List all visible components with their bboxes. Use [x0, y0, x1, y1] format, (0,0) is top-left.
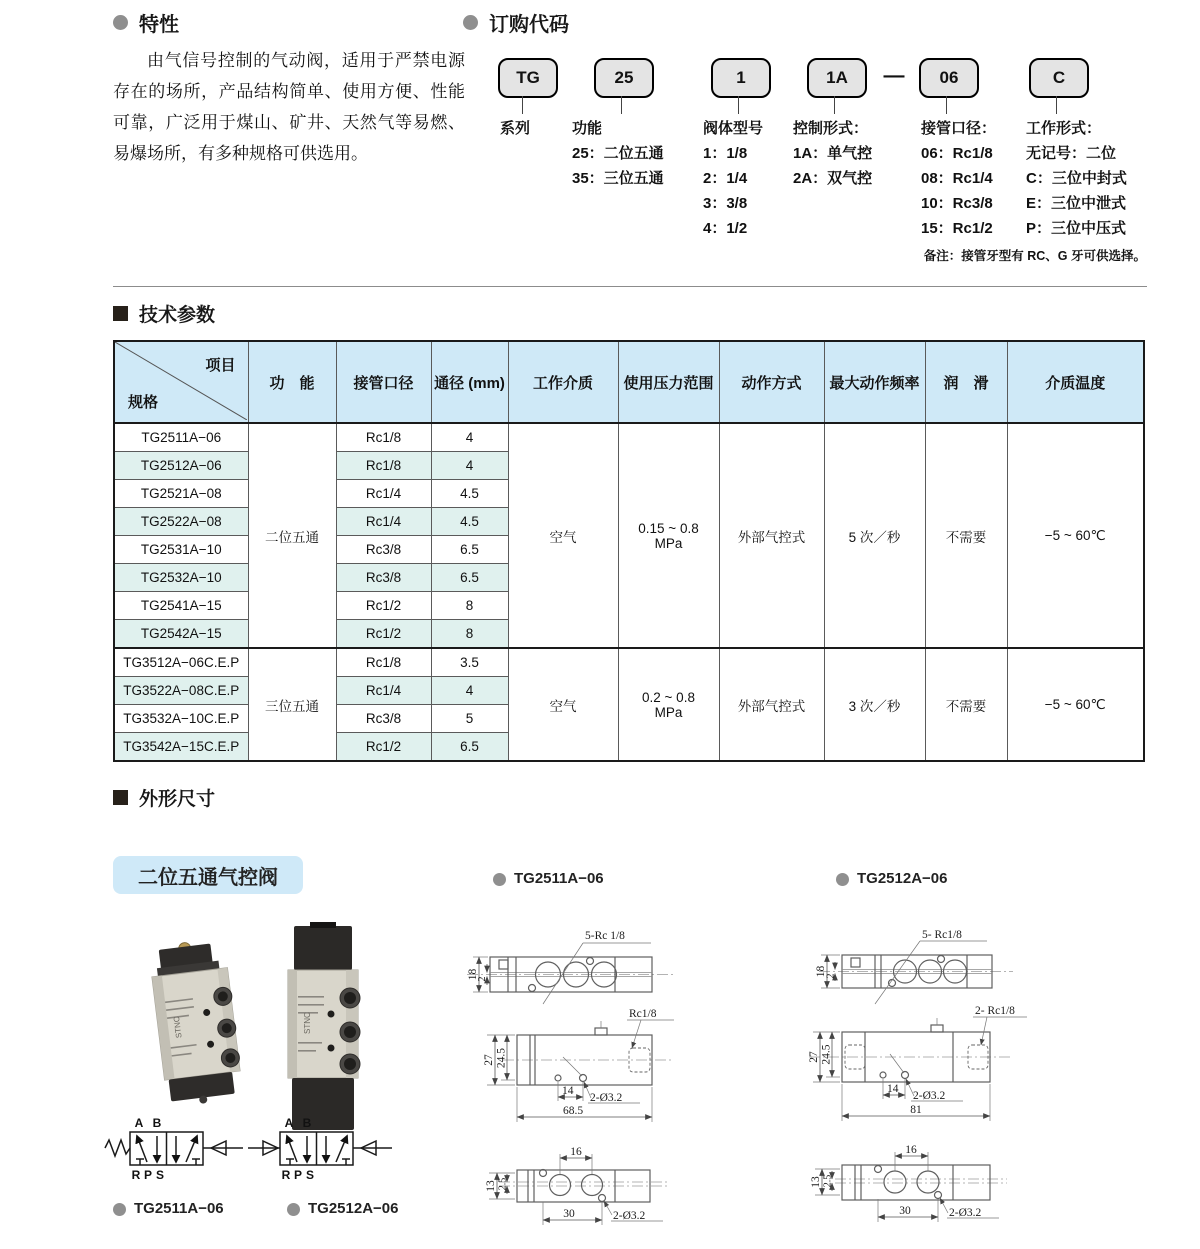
frequency-cell: 5 次／秒	[824, 423, 925, 648]
square-bullet-icon	[113, 790, 128, 805]
header-temp: 介质温度	[1007, 341, 1144, 423]
pneumatic-symbol-tg2512a	[240, 1112, 430, 1192]
features-header	[113, 8, 465, 37]
product-photo-tg2511a	[120, 940, 270, 1108]
bullet-icon	[463, 15, 478, 30]
dim-18: 18	[815, 965, 827, 978]
temp-cell: −5 ~ 60℃	[1007, 423, 1144, 648]
ordering-col-body: 阀体型号 1：1/8 2：1/4 3：3/8 4：1/2	[703, 120, 764, 237]
port-s-label: S	[155, 1168, 165, 1182]
model-cell: TG2522A−08	[114, 508, 248, 536]
dim-2: 2	[477, 976, 488, 982]
dim-13: 13	[810, 1176, 822, 1188]
connector-line	[834, 96, 835, 114]
header-lube: 润 滑	[925, 341, 1007, 423]
bore-cell: 3.5	[431, 648, 508, 677]
bore-cell: 4.5	[431, 508, 508, 536]
model-cell: TG2542A−15	[114, 620, 248, 649]
port-cell: Rc1/4	[336, 508, 431, 536]
table-row	[114, 648, 1144, 677]
brand-text: STNC	[171, 1015, 184, 1039]
pressure-cell: 0.15 ~ 0.8 MPa	[618, 423, 719, 648]
dim-16: 16	[570, 1146, 582, 1158]
model-cell: TG3522A−08C.E.P	[114, 677, 248, 705]
lube-cell: 不需要	[925, 423, 1007, 648]
bore-cell: 5	[431, 705, 508, 733]
features-body: 由气信号控制的气动阀，适用于严禁电源存在的场所，产品结构简单、使用方便、性能可靠，广泛用于煤山、矿井、天然气等易燃、易爆场所，有多种规格可供选用。	[113, 51, 465, 163]
action-cell: 外部气控式	[719, 423, 824, 648]
dim-27: 27	[808, 1051, 820, 1063]
dim-30: 30	[899, 1205, 911, 1217]
dim-14: 14	[887, 1083, 899, 1095]
dim-27: 27	[483, 1054, 495, 1066]
connector-line	[522, 96, 523, 114]
ordering-header	[463, 8, 569, 37]
medium-cell: 空气	[508, 423, 618, 648]
header-medium: 工作介质	[508, 341, 618, 423]
bore-cell: 4	[431, 677, 508, 705]
dim-18: 18	[467, 968, 479, 981]
model-cell: TG2541A−15	[114, 592, 248, 620]
bore-cell: 4	[431, 452, 508, 480]
bore-cell: 8	[431, 620, 508, 649]
divider	[113, 286, 1147, 287]
note-5rc18: 5- Rc1/8	[922, 929, 962, 941]
ordering-col-function: 功能 25：二位五通 35：三位五通	[572, 120, 664, 187]
model-cell: TG2531A−10	[114, 536, 248, 564]
port-cell: Rc1/2	[336, 733, 431, 762]
dims-title: 外形尺寸	[139, 789, 216, 810]
code-dash: —	[883, 64, 905, 87]
port-cell: Rc1/2	[336, 592, 431, 620]
bore-cell: 8	[431, 592, 508, 620]
action-cell: 外部气控式	[719, 648, 824, 761]
drawing-tg2511a-06	[455, 918, 810, 1248]
connector-line	[1056, 96, 1057, 114]
medium-cell: 空气	[508, 648, 618, 761]
pressure-cell: 0.2 ~ 0.8 MPa	[618, 648, 719, 761]
drawing-tg2512a-06	[795, 918, 1155, 1248]
dim-81: 81	[910, 1104, 922, 1116]
header-action: 动作方式	[719, 341, 824, 423]
port-cell: Rc3/8	[336, 536, 431, 564]
dims-header	[113, 784, 215, 811]
code-box-work: C	[1029, 58, 1089, 98]
ordering-note: 备注：接管牙型有 RC、G 牙可供选择。	[923, 249, 1146, 263]
model-cell: TG3512A−06C.E.P	[114, 648, 248, 677]
model-cell: TG2532A−10	[114, 564, 248, 592]
note-2rc18: 2- Rc1/8	[975, 1005, 1015, 1017]
note-2dia32: 2-Ø3.2	[913, 1090, 946, 1102]
dim-2-5: 2.5	[497, 1177, 509, 1191]
bore-cell: 6.5	[431, 733, 508, 762]
note-2dia32: 2-Ø3.2	[613, 1210, 646, 1222]
code-box-port: 06	[919, 58, 979, 98]
features-title: 特性	[139, 14, 179, 36]
lube-cell: 不需要	[925, 648, 1007, 761]
bullet-icon	[287, 1203, 300, 1216]
dim-30: 30	[563, 1208, 575, 1220]
bullet-icon	[493, 873, 506, 886]
port-cell: Rc3/8	[336, 564, 431, 592]
drawing-label-tg2511a: TG2511A−06	[514, 870, 604, 887]
dim-2: 2	[825, 973, 837, 979]
valve-type-tab: 二位五通气控阀	[113, 856, 303, 894]
symbol-label-tg2512a: TG2512A−06	[308, 1200, 399, 1217]
function-cell: 二位五通	[248, 423, 336, 648]
port-p-label: P	[143, 1168, 153, 1182]
header-function: 功 能	[248, 341, 336, 423]
port-cell: Rc1/8	[336, 648, 431, 677]
drawing-label-tg2512a: TG2512A−06	[857, 870, 948, 887]
ordering-title: 订购代码	[489, 14, 569, 36]
model-cell: TG3532A−10C.E.P	[114, 705, 248, 733]
model-cell: TG2521A−08	[114, 480, 248, 508]
header-port: 接管口径	[336, 341, 431, 423]
ordering-col-series: 系列	[500, 120, 531, 137]
ordering-col-work: 工作形式： 无记号：二位 C：三位中封式 E：三位中泄式 P：三位中压式	[1026, 120, 1127, 237]
bore-cell: 6.5	[431, 536, 508, 564]
port-cell: Rc1/8	[336, 452, 431, 480]
function-cell: 三位五通	[248, 648, 336, 761]
port-cell: Rc1/8	[336, 423, 431, 452]
table-row	[114, 423, 1144, 452]
tech-header	[113, 300, 215, 327]
frequency-cell: 3 次／秒	[824, 648, 925, 761]
bullet-icon	[836, 873, 849, 886]
square-bullet-icon	[113, 306, 128, 321]
note-2dia32: 2-Ø3.2	[590, 1092, 623, 1104]
connector-line	[738, 96, 739, 114]
features-section	[113, 8, 465, 169]
header-bore: 通径 (mm)	[431, 341, 508, 423]
pneumatic-symbol-tg2511a	[95, 1112, 255, 1192]
dim-16: 16	[905, 1144, 917, 1156]
port-cell: Rc1/2	[336, 620, 431, 649]
dim-24-5: 24.5	[495, 1047, 508, 1069]
port-a-label: A	[284, 1116, 294, 1130]
connector-line	[946, 96, 947, 114]
dim-2-5: 2.5	[822, 1174, 834, 1188]
tech-table	[113, 340, 1145, 762]
port-r-label: R	[131, 1168, 141, 1182]
bore-cell: 4.5	[431, 480, 508, 508]
model-cell: TG2511A−06	[114, 423, 248, 452]
model-cell: TG2512A−06	[114, 452, 248, 480]
dim-68-5: 68.5	[562, 1105, 584, 1117]
brand-text: STNC	[303, 1012, 312, 1034]
code-box-body: 1	[711, 58, 771, 98]
header-pressure: 使用压力范围	[618, 341, 719, 423]
code-box-control: 1A	[807, 58, 867, 98]
bullet-icon	[113, 15, 128, 30]
port-b-label: B	[302, 1116, 312, 1130]
ordering-col-control: 控制形式： 1A：单气控 2A：双气控	[793, 120, 873, 187]
dim-14: 14	[562, 1085, 574, 1097]
header-frequency: 最大动作频率	[824, 341, 925, 423]
connector-line	[621, 96, 622, 114]
corner-header-cell: 项目 规格	[114, 341, 248, 423]
product-photo-tg2512a	[276, 922, 376, 1137]
dim-13: 13	[485, 1180, 497, 1192]
ordering-col-port: 接管口径： 06：Rc1/8 08：Rc1/4 10：Rc3/8 15：Rc1/2	[921, 120, 997, 237]
symbol-label-tg2511a: TG2511A−06	[134, 1200, 224, 1217]
port-cell: Rc1/4	[336, 677, 431, 705]
port-b-label: B	[152, 1116, 162, 1130]
bore-cell: 6.5	[431, 564, 508, 592]
model-cell: TG3542A−15C.E.P	[114, 733, 248, 762]
port-r-label: R	[281, 1168, 291, 1182]
table-header-row	[114, 341, 1144, 423]
port-p-label: P	[293, 1168, 303, 1182]
port-cell: Rc3/8	[336, 705, 431, 733]
port-a-label: A	[134, 1116, 144, 1130]
note-rc18: Rc1/8	[629, 1008, 657, 1020]
tech-title: 技术参数	[139, 305, 216, 326]
dim-24-5: 24.5	[820, 1044, 833, 1065]
note-5rc18: 5-Rc 1/8	[585, 930, 625, 942]
code-box-series: TG	[498, 58, 558, 98]
port-cell: Rc1/4	[336, 480, 431, 508]
bore-cell: 4	[431, 423, 508, 452]
bullet-icon	[113, 1203, 126, 1216]
temp-cell: −5 ~ 60℃	[1007, 648, 1144, 761]
note-2dia32: 2-Ø3.2	[949, 1207, 982, 1219]
code-box-function: 25	[594, 58, 654, 98]
port-s-label: S	[305, 1168, 315, 1182]
